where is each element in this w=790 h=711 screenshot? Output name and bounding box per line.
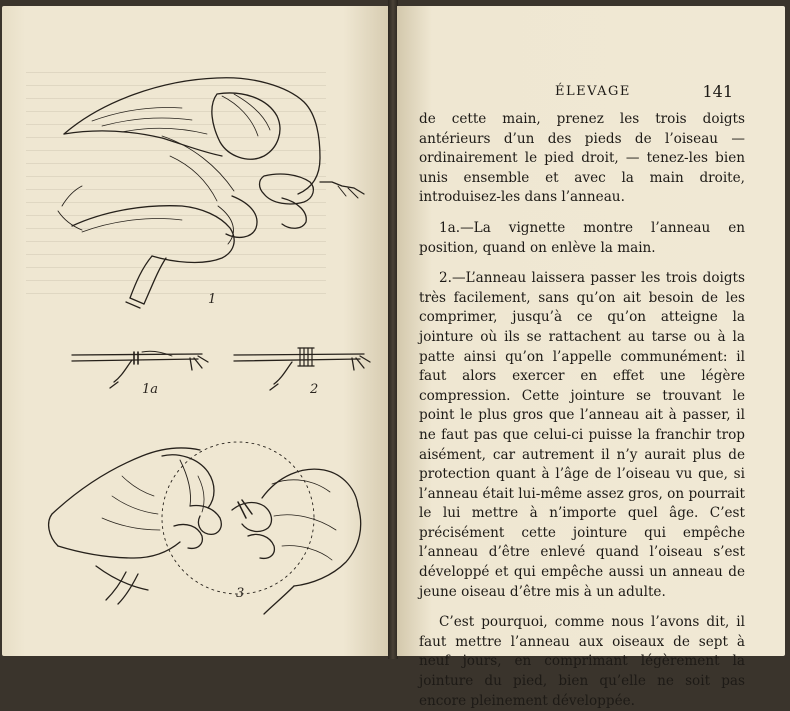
figure-2-drawing — [234, 348, 370, 390]
running-head: ÉLEVAGE — [555, 84, 631, 99]
page-header — [397, 84, 785, 104]
figure-2-caption: 2 — [310, 382, 319, 397]
paragraph-2: 1a.—La vignette montre l’anneau en position, quand on enlève la main. — [419, 219, 745, 256]
paragraph-3: 2.—L’anneau laissera passer les trois doigts très facilement, sans qu’on ait besoin de les comprimer, jusqu’à ce qu’on atteigne la jointure où ils se rattachent au tarse ou à la patte ainsi qu’on l’appelle communément: il faut alors exercer en effet une légère compression. Cette jointure se trouvant le point le plus gros que l’anneau ait à passer, il ne faut pas que celui-ci puisse la franchir trop aisément, car autrement il n’y aurait plus de protection quant à l’âge de l’oiseau vu que, si l’anneau était lui-même assez gros, on pourrait le lui mettre à n’importe quel âge. C’est précisément cette jointure qui empêche l’anneau d’être enlevé quand l’oiseau s’est développé et qui empêche aussi un anneau de jeune oiseau d’être mis à un adulte. — [419, 270, 745, 600]
illustrations — [2, 6, 390, 656]
paragraph-1: de cette main, prenez les trois doigts antérieurs d’un des pieds de l’oiseau — ordinairement le pied droit, — tenez-les bien unis ensemble et avec la main droite, introduisez-les dans l’anneau. — [419, 111, 745, 206]
figure-3-caption: 3 — [236, 586, 245, 601]
paragraph-4: C’est pourquoi, comme nous l’avons dit, il faut mettre l’anneau aux oiseaux de sept à neuf jours, en comprimant légèrement la jointure du pied, bien qu’elle ne soit pas encore pleinement développée. — [419, 614, 745, 709]
left-page — [2, 6, 390, 656]
page-number: 141 — [702, 82, 733, 101]
figure-1a-caption: 1a — [142, 382, 159, 397]
figure-1a-drawing — [72, 351, 208, 388]
figure-1-caption: 1 — [208, 292, 217, 307]
body-text — [419, 110, 745, 711]
figure-3-drawing — [49, 442, 361, 614]
right-page — [397, 6, 785, 709]
figure-1-drawing — [58, 78, 364, 308]
